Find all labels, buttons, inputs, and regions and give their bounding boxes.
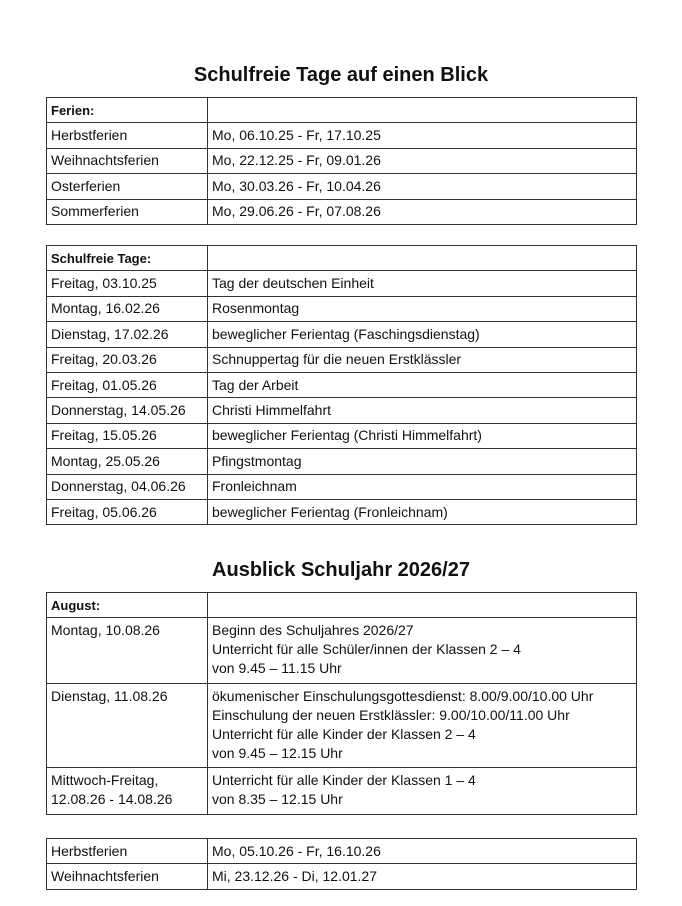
ferien-dates: Mo, 22.12.25 - Fr, 09.01.26: [208, 148, 637, 173]
ferien-dates: Mo, 30.03.26 - Fr, 10.04.26: [208, 174, 637, 199]
desc-line: Einschulung der neuen Erstklässler: 9.00/10.00/11.00 Uhr: [212, 707, 570, 724]
holiday-date: Freitag, 15.05.26: [47, 423, 208, 448]
schulfrei-header: Schulfreie Tage:: [47, 246, 208, 271]
ferien-name: Herbstferien: [47, 123, 208, 148]
august-table: [46, 592, 637, 815]
date-line: 12.08.26 - 14.08.26: [51, 791, 173, 808]
ferien-name: Weihnachtsferien: [47, 864, 208, 889]
event-desc: [208, 618, 637, 684]
page-title: Schulfreie Tage auf einen Blick: [193, 64, 489, 86]
holiday-date: Montag, 25.05.26: [47, 449, 208, 474]
table-row: [47, 271, 637, 296]
event-desc: [208, 768, 637, 815]
august-header: August:: [47, 593, 208, 618]
holiday-desc: Pfingstmontag: [208, 449, 637, 474]
table-row: [47, 839, 637, 864]
holiday-desc: Rosenmontag: [208, 296, 637, 321]
holiday-date: Donnerstag, 04.06.26: [47, 474, 208, 499]
ferien-header: Ferien:: [47, 98, 208, 123]
ferien-dates: Mo, 29.06.26 - Fr, 07.08.26: [208, 199, 637, 224]
table-row: [47, 423, 637, 448]
table-row: [47, 449, 637, 474]
holiday-desc: beweglicher Ferientag (Christi Himmelfahrt): [208, 423, 637, 448]
event-date: [47, 768, 208, 815]
empty-cell: [208, 593, 637, 618]
section-title: Ausblick Schuljahr 2026/27: [212, 559, 470, 581]
holiday-desc: Tag der Arbeit: [208, 372, 637, 397]
event-desc: [208, 684, 637, 768]
table-row: [47, 123, 637, 148]
table-row: [47, 148, 637, 173]
table-row: [47, 684, 637, 768]
event-date: [47, 618, 208, 684]
desc-line: Unterricht für alle Schüler/innen der Klassen 2 – 4: [212, 641, 521, 658]
holiday-desc: Tag der deutschen Einheit: [208, 271, 637, 296]
desc-line: Beginn des Schuljahres 2026/27: [212, 622, 414, 639]
empty-cell: [208, 98, 637, 123]
table-row: [47, 199, 637, 224]
table-row: [47, 296, 637, 321]
schulfreie-tage-table: [46, 245, 637, 525]
table-row: [47, 398, 637, 423]
date-line: Mittwoch-Freitag,: [51, 772, 159, 789]
holiday-desc: Christi Himmelfahrt: [208, 398, 637, 423]
holiday-date: Dienstag, 17.02.26: [47, 322, 208, 347]
ferien-dates: Mi, 23.12.26 - Di, 12.01.27: [208, 864, 637, 889]
holiday-desc: beweglicher Ferientag (Fronleichnam): [208, 499, 637, 524]
desc-line: Unterricht für alle Kinder der Klassen 1 – 4: [212, 772, 476, 789]
date-line: Dienstag, 11.08.26: [51, 688, 168, 705]
holiday-desc: Fronleichnam: [208, 474, 637, 499]
desc-line: von 9.45 – 11.15 Uhr: [212, 660, 342, 677]
table-row: [47, 347, 637, 372]
table-row: [47, 864, 637, 889]
desc-line: ökumenischer Einschulungsgottesdienst: 8.00/9.00/10.00 Uhr: [212, 688, 594, 705]
ferien-2026-27-table: [46, 838, 637, 890]
ferien-name: Osterferien: [47, 174, 208, 199]
date-line: Montag, 10.08.26: [51, 622, 160, 639]
table-row: [47, 372, 637, 397]
ferien-name: Herbstferien: [47, 839, 208, 864]
table-row: [47, 768, 637, 815]
desc-line: Unterricht für alle Kinder der Klassen 2 – 4: [212, 726, 476, 743]
ferien-dates: Mo, 05.10.26 - Fr, 16.10.26: [208, 839, 637, 864]
holiday-date: Freitag, 01.05.26: [47, 372, 208, 397]
ferien-name: Weihnachtsferien: [47, 148, 208, 173]
ferien-table: [46, 97, 637, 225]
holiday-desc: beweglicher Ferientag (Faschingsdienstag): [208, 322, 637, 347]
holiday-date: Freitag, 03.10.25: [47, 271, 208, 296]
desc-line: von 9.45 – 12.15 Uhr: [212, 745, 343, 762]
holiday-date: Freitag, 20.03.26: [47, 347, 208, 372]
holiday-date: Montag, 16.02.26: [47, 296, 208, 321]
desc-line: von 8.35 – 12.15 Uhr: [212, 791, 343, 808]
holiday-date: Donnerstag, 14.05.26: [47, 398, 208, 423]
ferien-dates: Mo, 06.10.25 - Fr, 17.10.25: [208, 123, 637, 148]
event-date: [47, 684, 208, 768]
table-row: [47, 499, 637, 524]
table-row: [47, 322, 637, 347]
ferien-name: Sommerferien: [47, 199, 208, 224]
table-row: [47, 618, 637, 684]
empty-cell: [208, 246, 637, 271]
table-row: [47, 474, 637, 499]
holiday-date: Freitag, 05.06.26: [47, 499, 208, 524]
table-row: [47, 174, 637, 199]
holiday-desc: Schnuppertag für die neuen Erstklässler: [208, 347, 637, 372]
